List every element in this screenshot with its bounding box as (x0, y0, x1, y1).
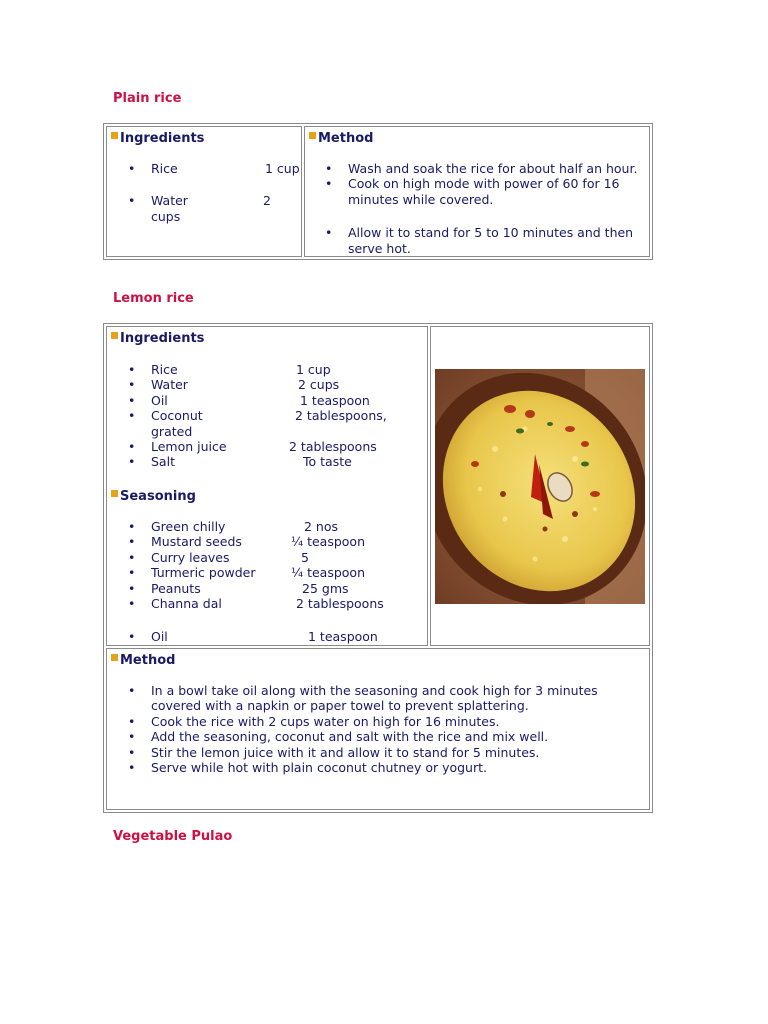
bullet-square-icon (111, 654, 118, 661)
seasoning-heading: Seasoning (111, 489, 196, 504)
list-item: • Allow it to stand for 5 to 10 minutes and then (348, 225, 648, 240)
list-item: • Rice 1 cup (151, 362, 411, 377)
list-item: • Cook the rice with 2 cups water on high for 16 minutes. (151, 714, 631, 729)
list-item: • Mustard seeds ¼ teaspoon (151, 534, 411, 549)
bullet-square-icon (111, 332, 118, 339)
list-item: • Water 2 cups (151, 377, 411, 392)
list-item: • Rice 1 cup (151, 161, 301, 176)
plain-rice-ingredients-list (151, 161, 301, 224)
plain-rice-title: Plain rice (113, 91, 182, 106)
list-item: • Lemon juice 2 tablespoons (151, 439, 411, 454)
list-item: • Salt To taste (151, 454, 411, 469)
list-item: • Coconut 2 tablespoons, (151, 408, 411, 423)
bullet-square-icon (111, 490, 118, 497)
bullet-square-icon (309, 132, 316, 139)
list-item: • Cook on high mode with power of 60 for 16 (348, 176, 648, 191)
ingredients-heading: Ingredients (111, 131, 204, 146)
list-item-continuation: covered with a napkin or paper towel to prevent splattering. (151, 698, 529, 714)
plain-rice-method-list (348, 161, 648, 256)
list-item: • Stir the lemon juice with it and allow it to stand for 5 minutes. (151, 745, 631, 760)
bullet-square-icon (111, 132, 118, 139)
list-item: • Oil 1 teaspoon (151, 629, 411, 644)
method-heading: Method (111, 653, 175, 668)
list-item-continuation: cups (151, 208, 181, 224)
vegetable-pulao-title: Vegetable Pulao (113, 829, 233, 844)
lemon-rice-ingredients-list (151, 362, 411, 470)
list-item: • In a bowl take oil along with the seasoning and cook high for 3 minutes (151, 683, 631, 698)
list-item: • Peanuts 25 gms (151, 581, 411, 596)
list-item: • Oil 1 teaspoon (151, 393, 411, 408)
lemon-rice-method-list (151, 683, 631, 775)
list-item: • Green chilly 2 nos (151, 519, 411, 534)
lemon-rice-dish-image (435, 369, 645, 604)
list-item: • Wash and soak the rice for about half an hour. (348, 161, 648, 176)
list-item: • Turmeric powder ¼ teaspoon (151, 565, 411, 580)
list-item-continuation: serve hot. (348, 240, 411, 256)
list-item-continuation: minutes while covered. (348, 191, 494, 207)
method-heading: Method (309, 131, 373, 146)
list-item: • Serve while hot with plain coconut chutney or yogurt. (151, 760, 631, 775)
ingredients-heading: Ingredients (111, 331, 204, 346)
lemon-rice-seasoning-list (151, 519, 411, 645)
list-item-continuation: grated (151, 423, 193, 439)
list-item: • Channa dal 2 tablespoons (151, 596, 411, 611)
list-item: • Curry leaves 5 (151, 550, 411, 565)
list-item: • Water 2 (151, 193, 301, 208)
lemon-rice-title: Lemon rice (113, 291, 194, 306)
lemon-rice-photo (435, 369, 645, 604)
list-item: • Add the seasoning, coconut and salt with the rice and mix well. (151, 729, 631, 744)
